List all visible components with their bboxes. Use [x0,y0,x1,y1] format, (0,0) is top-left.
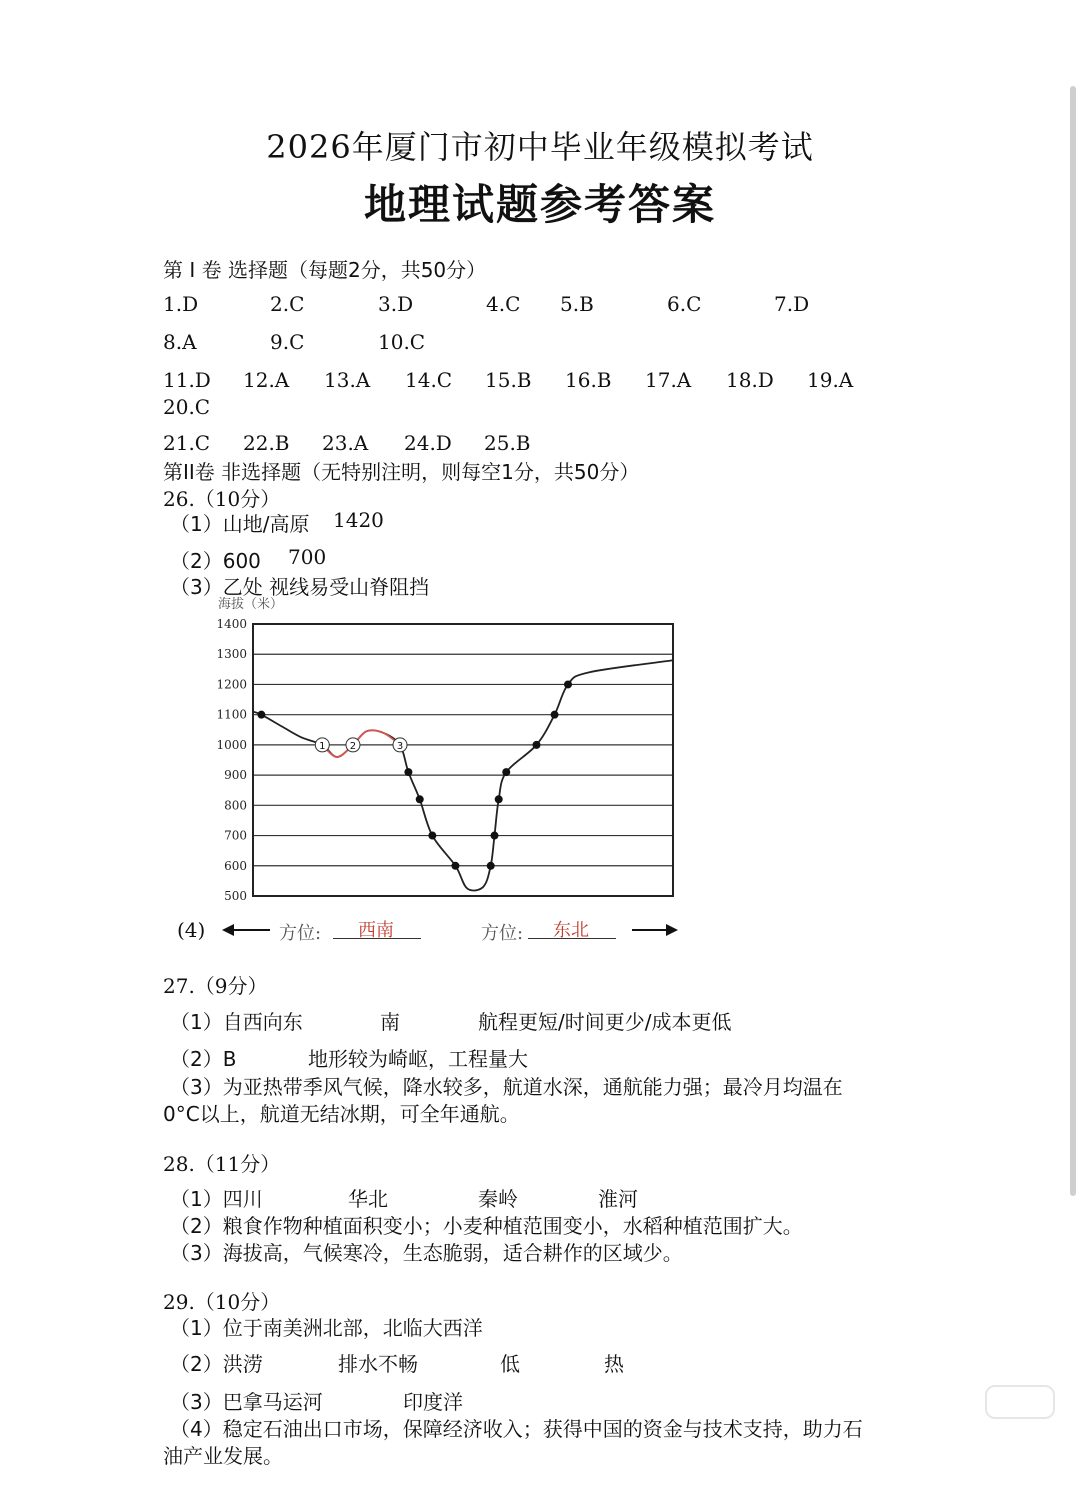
q28-answer-1c: 秦岭 [478,1187,518,1211]
section2-heading: 第II卷 非选择题（无特别注明，则每空1分，共50分） [163,460,640,484]
marker-label: 1 [319,740,326,752]
q29-answer-3b: 印度洋 [403,1390,463,1414]
direction-value-right: 东北 [553,920,589,941]
watermark-logo-icon [985,1385,1055,1419]
y-tick-label: 1400 [216,617,247,631]
elevation-profile-chart [200,590,690,910]
q26-answer-2: （2）600 [170,549,261,573]
marker-label: 3 [396,740,404,752]
answer-item: 13.A [324,368,371,392]
q29-title: 29.（10分） [163,1290,281,1314]
answer-item: 5.B [560,292,594,316]
q27-answer-3b: 0°C以上，航道无结冰期，可全年通航。 [163,1102,520,1126]
answer-item: 10.C [378,330,426,354]
data-point [551,711,559,719]
answer-item: 2.C [270,292,305,316]
q29-answer-4: （4）稳定石油出口市场，保障经济收入；获得中国的资金与技术支持，助力石 [170,1417,863,1441]
answer-item: 1.D [163,292,199,316]
answer-item: 18.D [726,368,774,392]
q27-answer-2: （2）B [170,1047,237,1071]
q26-answer-1b: 1420 [333,508,384,532]
q28-title: 28.（11分） [163,1152,281,1176]
y-tick-label: 1300 [216,647,247,662]
answer-item: 25.B [484,431,531,455]
q28-answer-1b: 华北 [348,1187,388,1211]
marker-label: 2 [349,740,357,752]
data-point [495,795,503,803]
data-point [404,768,412,776]
arrow-right-icon [630,920,680,940]
answer-item: 11.D [163,368,211,392]
data-point [487,862,495,870]
answer-item: 21.C [163,431,211,455]
underline-left [333,938,421,939]
q27-title: 27.（9分） [163,974,268,998]
answer-item: 22.B [243,431,290,455]
q29-answer-2: （2）洪涝 [170,1352,263,1376]
answer-item: 3.D [378,292,414,316]
q29-answer-2d: 热 [604,1352,624,1376]
answer-item: 16.B [565,368,612,392]
answer-item: 9.C [270,330,305,354]
answer-item: 17.A [645,368,692,392]
q28-answer-3: （3）海拔高，气候寒冷，生态脆弱，适合耕作的区域少。 [170,1241,683,1265]
q26-answer-3: （3）乙处 视线易受山脊阻挡 [170,575,430,599]
q27-answer-1b: 南 [380,1010,400,1034]
direction-label-right: 方位: [481,923,524,944]
y-tick-label: 800 [224,798,247,813]
q29-answer-4b: 油产业发展。 [163,1444,283,1468]
data-point [257,711,265,719]
q28-answer-1d: 淮河 [598,1187,638,1211]
answer-item: 19.A [807,368,854,392]
data-point [491,832,499,840]
arrow-left-icon [222,920,272,940]
q28-answer-1: （1）四川 [170,1187,263,1211]
data-point [502,768,510,776]
y-tick-label: 1200 [216,677,247,692]
answer-item: 12.A [243,368,290,392]
answer-item: 24.D [404,431,452,455]
q29-answer-2c: 低 [500,1352,520,1376]
y-tick-label: 700 [224,828,247,843]
q28-answer-2: （2）粮食作物种植面积变小；小麦种植范围变小，水稻种植范围扩大。 [170,1214,803,1238]
q29-answer-1: （1）位于南美洲北部，北临大西洋 [170,1316,483,1340]
page-title: 2026年厦门市初中毕业年级模拟考试 [266,128,814,166]
data-point [564,680,572,688]
answer-item: 23.A [322,431,369,455]
q27-answer-1: （1）自西向东 [170,1010,303,1034]
q26-answer-2b: 700 [288,545,327,569]
chart-grid [253,624,673,896]
y-tick-label: 500 [224,889,247,903]
data-point [428,832,436,840]
page-subtitle: 地理试题参考答案 [363,180,716,229]
y-tick-label: 600 [224,858,247,873]
q27-answer-1c: 航程更短/时间更少/成本更低 [478,1010,732,1034]
y-tick-label: 1100 [216,707,247,722]
q26-title: 26.（10分） [163,487,281,511]
q29-answer-2b: 排水不畅 [338,1352,418,1376]
y-axis-label: 海拔（米） [218,597,284,612]
section1-heading: 第 I 卷 选择题（每题2分，共50分） [163,258,487,282]
y-tick-label: 900 [224,768,247,783]
scrollbar[interactable] [1070,86,1076,1196]
q26-answer-1: （1）山地/高原 [170,512,310,536]
answer-item: 7.D [774,292,810,316]
q27-answer-3: （3）为亚热带季风气候，降水较多，航道水深，通航能力强；最冷月均温在 [170,1075,843,1099]
q29-answer-3: （3）巴拿马运河 [170,1390,323,1414]
answer-item: 6.C [667,292,702,316]
data-point [533,741,541,749]
underline-right [528,938,616,939]
y-tick-label: 1000 [216,737,247,752]
answer-item: 14.C [405,368,453,392]
direction-label-left: 方位: [279,923,322,944]
answer-item: 15.B [485,368,532,392]
data-point [451,862,459,870]
answer-item: 20.C [163,395,211,419]
q27-answer-2b: 地形较为崎岖，工程量大 [308,1047,528,1071]
data-point [416,795,424,803]
direction-value-left: 西南 [358,920,394,941]
answer-item: 8.A [163,330,197,354]
chart-frame [253,624,673,896]
q26-answer-4: (4) [177,918,206,942]
y-tick-labels [216,617,247,903]
answer-item: 4.C [486,292,521,316]
